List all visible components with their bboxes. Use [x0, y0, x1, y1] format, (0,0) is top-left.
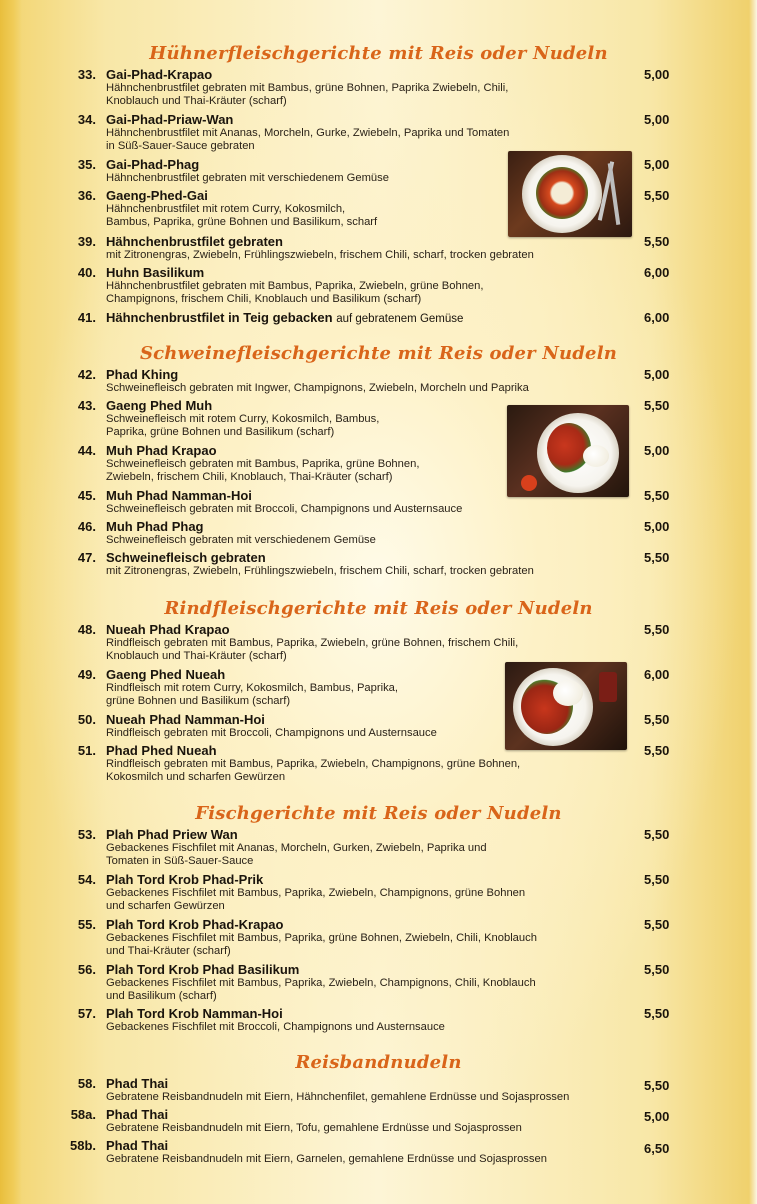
item-description: Hähnchenbrustfilet gebraten mit verschiedenem Gemüse	[106, 172, 389, 184]
item-price: 5,50	[644, 622, 670, 637]
item-number: 50.	[77, 712, 96, 727]
item-description: Rindfleisch mit rotem Curry, Kokosmilch, Bambus, Paprika, grüne Bohnen und Basilikum (scharf)	[106, 682, 398, 707]
item-name: Plah Tord Krob Namman-Hoi	[106, 1006, 283, 1021]
item-inline-description: auf gebratenem Gemüse	[336, 313, 464, 325]
dish-photo-beef	[505, 662, 627, 750]
item-description: Hähnchenbrustfilet gebraten mit Bambus, Paprika, Zwiebeln, grüne Bohnen, Champignons, frischem Chili, Knoblauch und Basilikum (scharf)	[106, 280, 484, 305]
item-price: 5,50	[644, 962, 670, 977]
item-description: Rindfleisch gebraten mit Broccoli, Champignons und Austernsauce	[106, 727, 437, 739]
item-name: Phad Thai	[106, 1138, 169, 1153]
item-name: Phad Thai	[106, 1107, 169, 1122]
item-price: 5,50	[644, 234, 670, 249]
item-name: Hähnchenbrustfilet gebraten	[106, 234, 283, 249]
item-description: Hähnchenbrustfilet gebraten mit Bambus, grüne Bohnen, Paprika Zwiebeln, Chili, Knoblauch und Thai-Kräuter (scharf)	[106, 82, 509, 107]
item-name: Gaeng Phed Nueah	[106, 667, 226, 682]
dish-photo-chicken	[508, 151, 632, 237]
item-number: 39.	[77, 234, 96, 249]
item-description: Schweinefleisch mit rotem Curry, Kokosmilch, Bambus, Paprika, grüne Bohnen und Basilikum (scharf)	[106, 413, 380, 438]
item-name: Plah Tord Krob Phad-Krapao	[106, 917, 284, 932]
item-description: Gebackenes Fischfilet mit Ananas, Morcheln, Gurken, Zwiebeln, Paprika und Tomaten in Süß-Sauer-Sauce	[106, 842, 487, 867]
item-price: 5,50	[644, 827, 670, 842]
item-number: 45.	[77, 488, 96, 503]
item-name: Gai-Phad-Krapao	[106, 67, 213, 82]
item-number: 43.	[77, 398, 96, 413]
item-number: 58a.	[70, 1107, 96, 1122]
item-number: 54.	[77, 872, 96, 887]
item-price: 6,50	[644, 1141, 670, 1156]
item-name: Gai-Phad-Priaw-Wan	[106, 112, 234, 127]
item-name: Muh Phad Namman-Hoi	[106, 488, 252, 503]
item-name: Phad Khing	[106, 367, 179, 382]
item-number: 55.	[77, 917, 96, 932]
item-number: 53.	[77, 827, 96, 842]
item-number: 48.	[77, 622, 96, 637]
item-price: 5,00	[644, 67, 670, 82]
item-description: Gebratene Reisbandnudeln mit Eiern, Tofu, gemahlene Erdnüsse und Sojasprossen	[106, 1122, 522, 1134]
item-name: Muh Phad Phag	[106, 519, 204, 534]
item-price: 6,00	[644, 265, 670, 280]
item-name: Muh Phad Krapao	[106, 443, 217, 458]
item-price: 5,50	[644, 398, 670, 413]
item-price: 5,50	[644, 712, 670, 727]
section-title-beef: Rindfleischgerichte mit Reis oder Nudeln	[164, 598, 593, 619]
item-price: 5,50	[644, 188, 670, 203]
item-description: Schweinefleisch gebraten mit Broccoli, Champignons und Austernsauce	[106, 503, 463, 515]
item-description: Gebratene Reisbandnudeln mit Eiern, Hähnchenfilet, gemahlene Erdnüsse und Sojasprossen	[106, 1091, 570, 1103]
item-number: 58.	[77, 1076, 96, 1091]
item-description: mit Zitronengras, Zwiebeln, Frühlingszwiebeln, frischem Chili, scharf, trocken gebraten	[106, 565, 534, 577]
section-title-chicken: Hühnerfleischgerichte mit Reis oder Nudeln	[149, 43, 608, 64]
item-name: Plah Tord Krob Phad Basilikum	[106, 962, 300, 977]
item-number: 46.	[77, 519, 96, 534]
item-price: 5,50	[644, 488, 670, 503]
item-number: 56.	[77, 962, 96, 977]
item-description: Schweinefleisch gebraten mit verschiedenem Gemüse	[106, 534, 376, 546]
item-number: 47.	[77, 550, 96, 565]
item-price: 5,00	[644, 157, 670, 172]
item-price: 5,00	[644, 1109, 670, 1124]
dish-photo-pork	[507, 405, 629, 497]
item-description: Schweinefleisch gebraten mit Ingwer, Champignons, Zwiebeln, Morcheln und Paprika	[106, 382, 529, 394]
item-price: 5,00	[644, 519, 670, 534]
item-number: 58b.	[69, 1138, 96, 1153]
item-price: 5,50	[644, 743, 670, 758]
item-description: Hähnchenbrustfilet mit rotem Curry, Kokosmilch, Bambus, Paprika, grüne Bohnen und Basilikum, scharf	[106, 203, 378, 228]
item-description: Gebratene Reisbandnudeln mit Eiern, Garnelen, gemahlene Erdnüsse und Sojasprossen	[106, 1153, 547, 1165]
item-number: 44.	[77, 443, 96, 458]
item-name: Gaeng Phed Muh	[106, 398, 213, 413]
item-number: 57.	[77, 1006, 96, 1021]
item-price: 6,00	[644, 310, 670, 325]
item-price: 6,00	[644, 667, 670, 682]
item-number: 35.	[77, 157, 96, 172]
item-price: 5,00	[644, 443, 670, 458]
section-title-pork: Schweinefleischgerichte mit Reis oder Nudeln	[139, 343, 618, 364]
item-name: Gai-Phad-Phag	[106, 157, 200, 172]
item-description: Gebackenes Fischfilet mit Bambus, Paprika, Zwiebeln, Champignons, Chili, Knoblauch und Basilikum (scharf)	[106, 977, 536, 1002]
item-name: Hähnchenbrustfilet in Teig gebacken auf gebratenem Gemüse	[106, 310, 464, 325]
item-number: 42.	[77, 367, 96, 382]
item-description: Gebackenes Fischfilet mit Bambus, Paprika, grüne Bohnen, Zwiebeln, Chili, Knoblauch und Thai-Kräuter (scharf)	[106, 932, 537, 957]
item-number: 36.	[77, 188, 96, 203]
item-number: 33.	[77, 67, 96, 82]
item-name: Plah Phad Priew Wan	[106, 827, 238, 842]
item-description: Gebackenes Fischfilet mit Broccoli, Champignons und Austernsauce	[106, 1021, 445, 1033]
section-title-fish: Fischgerichte mit Reis oder Nudeln	[195, 803, 562, 824]
item-name: Nueah Phad Krapao	[106, 622, 230, 637]
item-description: Schweinefleisch gebraten mit Bambus, Paprika, grüne Bohnen, Zwiebeln, frischem Chili, Knoblauch, Thai-Kräuter (scharf)	[106, 458, 420, 483]
section-title-rice-noodles: Reisbandnudeln	[295, 1052, 462, 1073]
item-name: Schweinefleisch gebraten	[106, 550, 266, 565]
item-number: 51.	[77, 743, 96, 758]
item-name: Plah Tord Krob Phad-Prik	[106, 872, 264, 887]
item-name: Huhn Basilikum	[106, 265, 205, 280]
item-name: Phad Phed Nueah	[106, 743, 217, 758]
item-price: 5,50	[644, 917, 670, 932]
item-number: 40.	[77, 265, 96, 280]
item-price: 5,50	[644, 1078, 670, 1093]
item-price: 5,50	[644, 550, 670, 565]
item-description: mit Zitronengras, Zwiebeln, Frühlingszwiebeln, frischem Chili, scharf, trocken gebraten	[106, 249, 534, 261]
item-number: 34.	[77, 112, 96, 127]
item-name: Phad Thai	[106, 1076, 169, 1091]
item-price: 5,50	[644, 1006, 670, 1021]
item-price: 5,00	[644, 112, 670, 127]
item-number: 49.	[77, 667, 96, 682]
item-description: Rindfleisch gebraten mit Bambus, Paprika, Zwiebeln, Champignons, grüne Bohnen, Kokosmilch und scharfen Gewürzen	[106, 758, 521, 783]
item-description: Hähnchenbrustfilet mit Ananas, Morcheln, Gurke, Zwiebeln, Paprika und Tomaten in Süß-Sauer-Sauce gebraten	[106, 127, 510, 152]
item-description: Rindfleisch gebraten mit Bambus, Paprika, Zwiebeln, grüne Bohnen, frischem Chili, Knoblauch und Thai-Kräuter (scharf)	[106, 637, 519, 662]
item-price: 5,00	[644, 367, 670, 382]
item-description: Gebackenes Fischfilet mit Bambus, Paprika, Zwiebeln, Champignons, grüne Bohnen und scharfen Gewürzen	[106, 887, 526, 912]
item-number: 41.	[77, 310, 96, 325]
item-name: Gaeng-Phed-Gai	[106, 188, 208, 203]
item-price: 5,50	[644, 872, 670, 887]
item-name: Nueah Phad Namman-Hoi	[106, 712, 265, 727]
